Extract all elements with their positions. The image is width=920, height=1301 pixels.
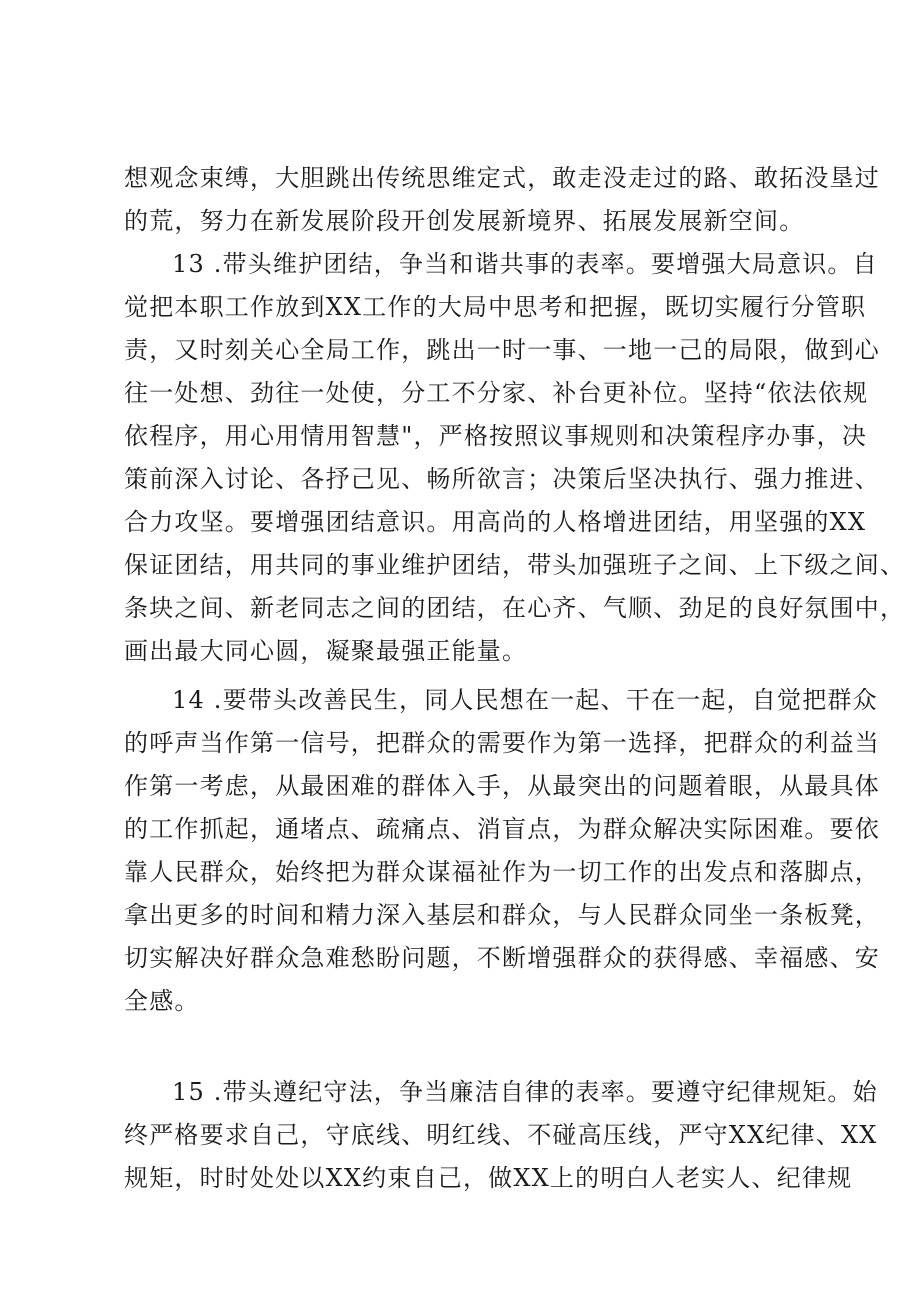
- paragraph-line: 责，又时刻关心全局工作，跳出一时一事、一地一己的局限，做到心: [124, 336, 880, 364]
- paragraph-line: 保证团结，用共同的事业维护团结，带头加强班子之间、上下级之间、: [124, 551, 906, 579]
- paragraph-line: 规矩，时时处处以XX约束自己，做XX上的明白人老实人、纪律规: [124, 1164, 853, 1192]
- paragraph-line: 作第一考虑，从最困难的群体入手，从最突出的问题着眼，从最具体: [124, 772, 880, 800]
- paragraph-line: 拿出更多的时间和精力深入基层和群众，与人民群众同坐一条板凳，: [124, 901, 880, 929]
- paragraph-line: 觉把本职工作放到XX工作的大局中思考和把握，既切实履行分管职: [124, 293, 867, 321]
- paragraph-14: [124, 679, 880, 1023]
- paragraph-line: 往一处想、劲往一处使，分工不分家、补台更补位。坚持“依法依规: [124, 379, 869, 407]
- paragraph-line: 靠人民群众，始终把为群众谋福祉作为一切工作的出发点和落脚点，: [124, 858, 880, 886]
- paragraph-line: 的荒，努力在新发展阶段开创发展新境界、拓展发展新空间。: [124, 207, 805, 235]
- paragraph-line: 全感。: [124, 987, 200, 1015]
- paragraph-first-line: 13 .带头维护团结，争当和谐共事的表率。要增强大局意识。自: [172, 250, 878, 278]
- paragraph-continued: [124, 157, 880, 243]
- paragraph-first-line: 15 .带头遵纪守法，争当廉洁自律的表率。要遵守纪律规矩。始: [172, 1078, 878, 1106]
- paragraph-line: 画出最大同心圆，凝聚最强正能量。: [124, 637, 528, 665]
- paragraph-line: 切实解决好群众急难愁盼问题，不断增强群众的获得感、幸福感、安: [124, 944, 880, 972]
- paragraph-line: 策前深入讨论、各抒己见、畅所欲言；决策后坚决执行、强力推进、: [124, 465, 880, 493]
- paragraph-line: 的呼声当作第一信号，把群众的需要作为第一选择，把群众的利益当: [124, 729, 880, 757]
- paragraph-line: 合力攻坚。要增强团结意识。用高尚的人格增进团结，用坚强的XX: [124, 508, 867, 536]
- paragraph-line: 终严格要求自己，守底线、明红线、不碰高压线，严守XX纪律、XX: [124, 1121, 878, 1149]
- paragraph-first-line: 14 .要带头改善民生，同人民想在一起、干在一起，自觉把群众: [172, 686, 878, 714]
- paragraph-15: [124, 1071, 878, 1200]
- paragraph-line: 想观念束缚，大胆跳出传统思维定式，敢走没走过的路、敢拓没垦过: [124, 164, 880, 192]
- paragraph-line: 依程序，用心用情用智慧"，严格按照议事规则和决策程序办事，决: [124, 422, 868, 450]
- paragraph-13: [124, 243, 906, 673]
- paragraph-line: 条块之间、新老同志之间的团结，在心齐、气顺、劲足的良好氛围中，: [124, 594, 906, 622]
- paragraph-line: 的工作抓起，通堵点、疏痛点、消盲点，为群众解决实际困难。要依: [124, 815, 880, 843]
